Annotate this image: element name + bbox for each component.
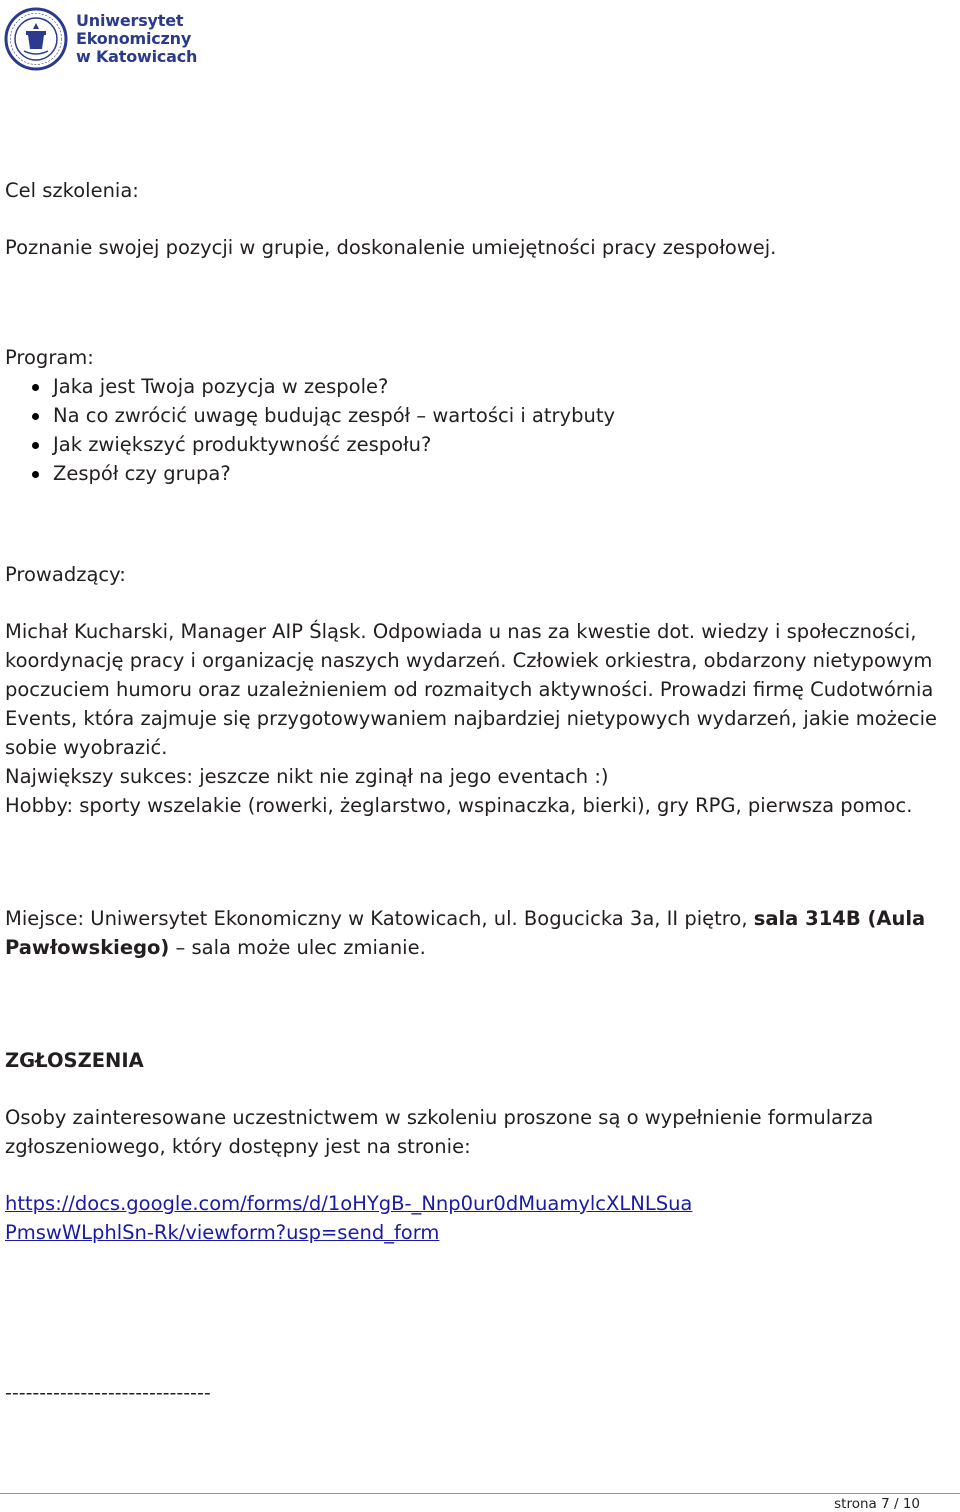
- university-seal-icon: [4, 7, 68, 71]
- trainer-success: Największy sukces: jeszcze nikt nie zginął na jego eventach :): [5, 765, 609, 788]
- goal-text: Poznanie swojej pozycji w grupie, doskonalenie umiejętności pracy zespołowej.: [5, 236, 777, 259]
- place-text: Miejsce: Uniwersytet Ekonomiczny w Katowicach, ul. Bogucicka 3a, II piętro, sala 314B (Aula Pawłowskiego) – sala może ulec zmianie.: [5, 907, 926, 959]
- registration-text: Osoby zainteresowane uczestnictwem w szkoleniu proszone są o wypełnienie formularza zgłoszeniowego, który dostępny jest na stronie:: [5, 1106, 874, 1158]
- footer-divider: [0, 1493, 960, 1494]
- form-link-line-1[interactable]: https://docs.google.com/forms/d/1oHYgB-_Nnp0ur0dMuamylcXLNLSua: [5, 1192, 693, 1215]
- list-item: Jak zwiększyć produktywność zespołu?: [53, 430, 950, 459]
- list-item: Zespół czy grupa?: [53, 459, 950, 488]
- separator-dashes: ------------------------------: [5, 1382, 211, 1404]
- bullet-icon: [32, 471, 39, 478]
- list-item: Jaka jest Twoja pozycja w zespole?: [53, 372, 950, 401]
- document-body: [5, 176, 950, 1247]
- trainer-heading: Prowadzący:: [5, 563, 126, 586]
- trainer-bio: Michał Kucharski, Manager AIP Śląsk. Odpowiada u nas za kwestie dot. wiedzy i społeczności, koordynację pracy i organizację naszych wydarzeń. Człowiek orkiestra, obdarzony nietypowym poczuciem humoru oraz uzależnieniem od rozmaitych aktywności. Prowadzi firmę Cudotwórnia Events, która zajmuje się przygotowywaniem najbardziej nietypowych wydarzeń, jakie możecie sobie wyobrazić.: [5, 620, 938, 759]
- bullet-icon: [32, 442, 39, 449]
- goal-heading: Cel szkolenia:: [5, 179, 139, 202]
- trainer-hobby: Hobby: sporty wszelakie (rowerki, żeglarstwo, wspinaczka, bierki), gry RPG, pierwsza pomoc.: [5, 794, 913, 817]
- registration-heading: ZGŁOSZENIA: [5, 1049, 144, 1072]
- form-link-line-2[interactable]: PmswWLphlSn-Rk/viewform?usp=send_form: [5, 1221, 440, 1244]
- logo-line-2: Ekonomiczny: [76, 29, 192, 48]
- university-name: [76, 12, 197, 66]
- page-number: strona 7 / 10: [834, 1496, 920, 1512]
- bullet-icon: [32, 384, 39, 391]
- list-item: Na co zwrócić uwagę budując zespół – wartości i atrybuty: [53, 401, 950, 430]
- program-list: [5, 372, 950, 488]
- logo-line-1: Uniwersytet: [76, 11, 184, 30]
- bullet-icon: [32, 413, 39, 420]
- program-heading: Program:: [5, 346, 94, 369]
- logo-line-3: w Katowicach: [76, 47, 198, 66]
- room-name: sala 314B (Aula Pawłowskiego): [5, 907, 926, 959]
- university-logo: [4, 6, 197, 72]
- registration-link[interactable]: [5, 1189, 950, 1247]
